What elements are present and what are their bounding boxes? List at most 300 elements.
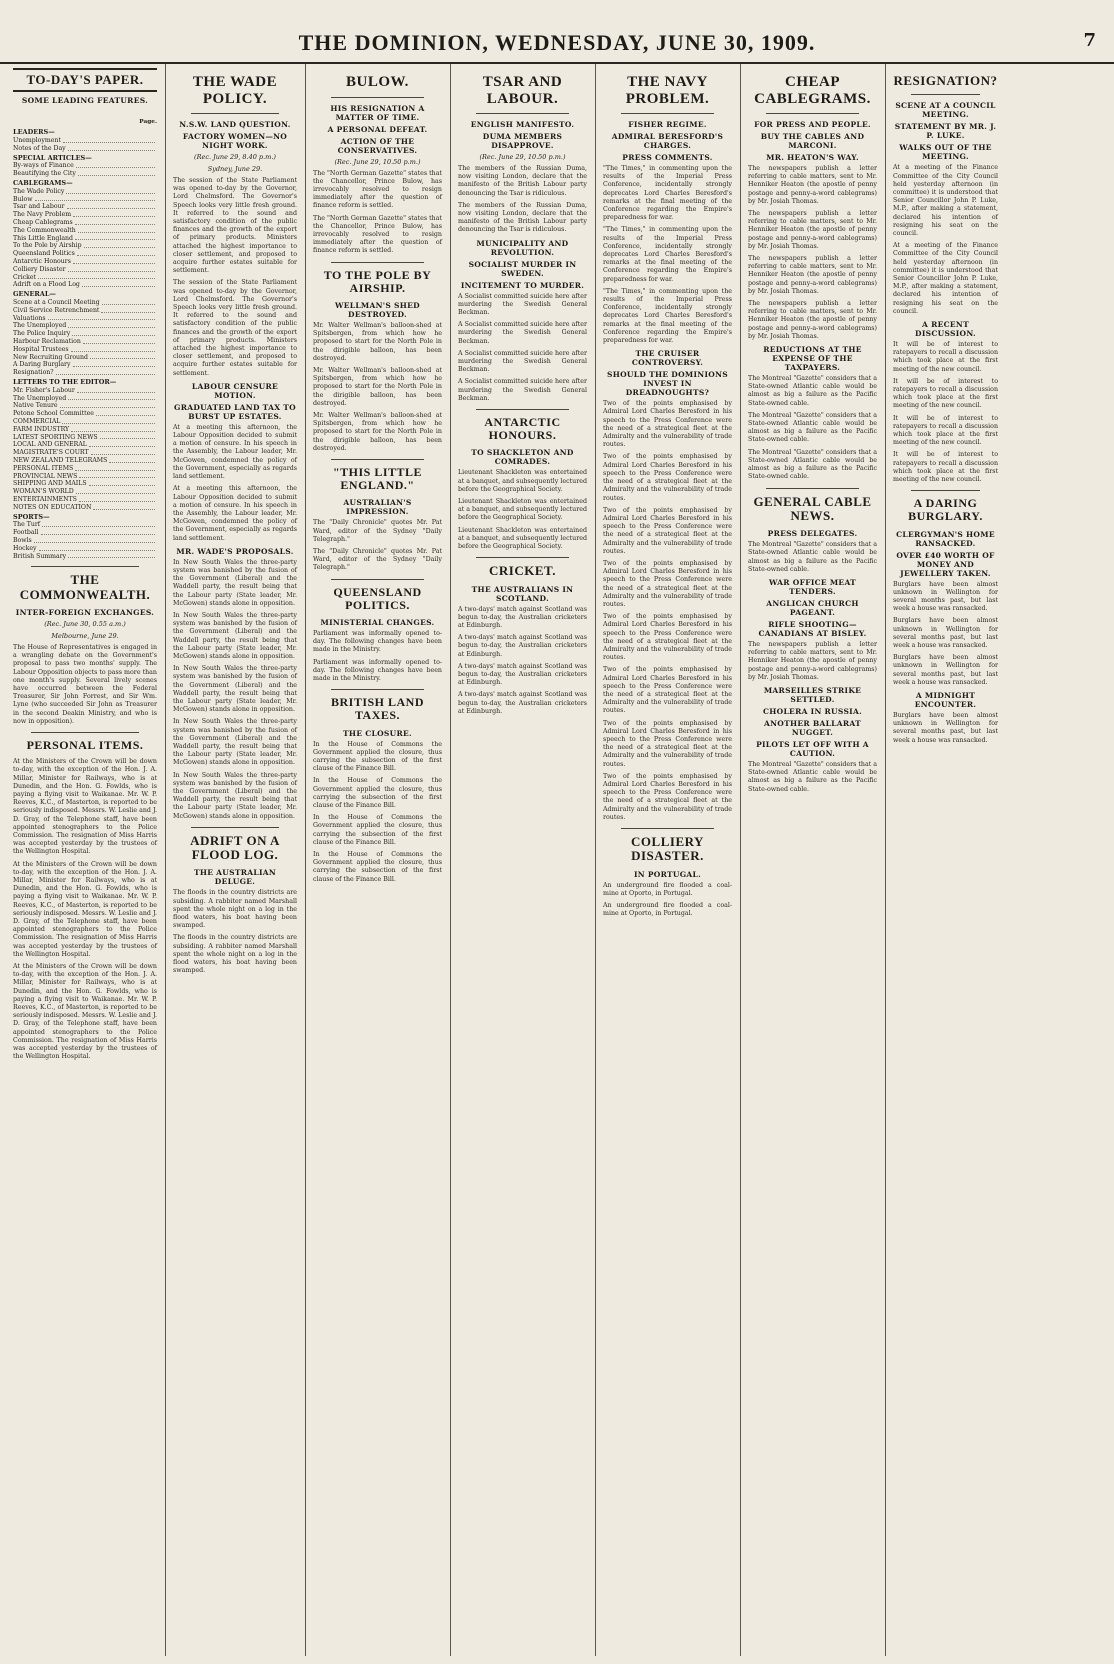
antarctic-subhead: TO SHACKLETON AND COMRADES. [471, 448, 574, 467]
cricket-body-continued-2: A two-days' match against Scotland was begun to-day, the Australian cricketers at Edinburgh. [458, 662, 587, 687]
land-taxes-body: In the House of Commons the Government applied the closure, thus carrying the subsection of the first clause of the Finance Bill. [313, 740, 442, 773]
index-entry-label: A Daring Burglary [13, 361, 71, 369]
divider [331, 689, 424, 690]
rifle-shooting-subhead: RIFLE SHOOTING—CANADIANS AT BISLEY. [758, 619, 867, 638]
cricket-body: A two-days' match against Scotland was begun to-day, the Australian cricketers at Edinburgh. [458, 605, 587, 629]
index-leader-dots [100, 434, 155, 440]
divider [476, 409, 569, 410]
index-leader-dots [35, 196, 155, 202]
wade-proposals-body-continued-3: In New South Wales the three-party system was banished by the fusion of the Government (Liberal) and the Waddell party, the result being that the Labour party (State leader, Mr. McGowen) stands alone in opposition. [173, 718, 297, 767]
cruiser-body-continued-4: Two of the points emphasised by Admiral Lord Charles Beresford in his speech to the Press Conference were the need of a strategical fleet at the Admiralty and the vulnerability of trade routes. [603, 613, 732, 662]
index-leader-dots [68, 322, 155, 328]
midnight-encounter-body: Burglars have been almost unknown in Wellington for several months past, but last week a house was ransacked. [893, 712, 998, 744]
cricket-body-continued: A two-days' match against Scotland was begun to-day, the Australian cricketers at Edinburgh. [458, 634, 587, 658]
index-leader-dots [84, 242, 155, 248]
index-leader-dots [56, 369, 155, 375]
index-entry-label: Harbour Reclamation [13, 338, 81, 346]
column-4 [451, 64, 596, 1656]
index-entry-label: The Wade Policy [13, 187, 65, 195]
burglary-body-continued-2: Burglars have been almost unknown in Wellington for several months past, but last week a house was ransacked. [893, 654, 998, 686]
index-entry [13, 354, 157, 362]
socialist-body-continued: A Socialist committed suicide here after murdering the Swedish General Beckman. [458, 321, 587, 345]
cricket-subhead: THE AUSTRALIANS IN SCOTLAND. [471, 584, 574, 603]
index-entry [13, 170, 157, 178]
index-entry-label: Beautifying the City [13, 170, 76, 178]
wade-proposals-body: In New South Wales the three-party system was banished by the fusion of the Government (Liberal) and the Waddell party, the result being that the Labour party (State leader, Mr. McGowen) stands alone in opposition. [173, 558, 297, 607]
marseilles-subhead: MARSEILLES STRIKE SETTLED. [763, 685, 862, 704]
wade-body: The session of the State Parliament was opened to-day by the Governor, Lord Chelmsford. The Governor's Speech looks very little fresh ground. It referred to the sound and satisfactory condition of the public finances and the growth of the export of primary products. Ministers attached the highest importance to closer settlement, and proposed to acquire further estates suitable for settlement. [173, 177, 297, 275]
index-leader-dots [96, 410, 155, 416]
index-entry [13, 196, 157, 204]
index-entry-label: WOMAN'S WORLD [13, 488, 74, 496]
colliery-subhead: IN PORTUGAL. [633, 869, 702, 879]
index-leader-dots [82, 281, 155, 287]
pilots-body: The Montreal "Gazette" considers that a State-owned Atlantic cable would be almost as big a failure as the Pacific State-owned cable. [748, 760, 877, 793]
recent-discussion-body-continued: It will be of interest to ratepayers to recall a discussion which took place at the first meeting of the new council. [893, 377, 998, 410]
index-entry [13, 235, 157, 243]
index-leader-dots [78, 170, 155, 176]
airship-headline: TO THE POLE BY AIRSHIP. [323, 267, 432, 295]
resignation-body: At a meeting of the Finance Committee of the City Council held yesterday afternoon (in committee) it is understood that Senior Councillor John P. Luke, M.P., after making a statement, declared his intention of resigning his seat on the council. [893, 164, 998, 237]
index-leader-dots [34, 537, 155, 543]
index-entry [13, 441, 157, 449]
newspaper-title: THE DOMINION, WEDNESDAY, JUNE 30, 1909. [298, 30, 816, 55]
cholera-subhead: CHOLERA IN RUSSIA. [763, 706, 862, 716]
index-list [13, 129, 157, 560]
rifle-shooting-body: The newspapers publish a letter referring to cable matters, sent to Mr. Henniker Heaton (the apostle of penny postage and penny-a-word cablegrams) by Mr. Josiah Thomas. [748, 640, 877, 681]
index-entry [13, 504, 157, 512]
index-leader-dots [109, 457, 155, 463]
queensland-body: Parliament was informally opened to-day. The following changes have been made in the Ministry. [313, 629, 442, 654]
index-leader-dots [75, 219, 155, 225]
index-entry-label: By-ways of Finance [13, 162, 74, 170]
reductions-body-continued-2: The Montreal "Gazette" considers that a State-owned Atlantic cable would be almost as big a failure as the Pacific State-owned cable. [748, 448, 877, 481]
reductions-body-continued: The Montreal "Gazette" considers that a State-owned Atlantic cable would be almost as big a failure as the Pacific State-owned cable. [748, 411, 877, 444]
index-entry-label: Petone School Committee [13, 410, 94, 418]
index-entry-label: The Turf [13, 521, 41, 529]
queensland-subhead: MINISTERIAL CHANGES. [320, 617, 435, 627]
navy-subhead-2: ADMIRAL BERESFORD'S CHARGES. [611, 132, 724, 150]
little-england-body: The "Daily Chronicle" quotes Mr. Pat Ward, editor of the Sydney "Daily Telegraph." [313, 519, 442, 543]
index-leader-dots [91, 449, 155, 455]
cruiser-body-continued-7: Two of the points emphasised by Admiral Lord Charles Beresford in his speech to the Press Conference were the need of a strategical fleet at the Admiralty and the vulnerability of trade routes. [603, 772, 732, 821]
index-entry [13, 330, 157, 338]
queensland-body-continued: Parliament was informally opened to-day. The following changes have been made in the Ministry. [313, 658, 442, 682]
burglary-body-continued: Burglars have been almost unknown in Wellington for several months past, but last week a house was ransacked. [893, 617, 998, 649]
midnight-encounter-subhead: A MIDNIGHT ENCOUNTER. [914, 691, 977, 710]
reductions-subhead: REDUCTIONS AT THE EXPENSE OF THE TAXPAYERS. [763, 345, 862, 373]
divider [766, 113, 859, 114]
index-entry-label: Antarctic Honours [13, 258, 71, 266]
index-leader-dots [89, 441, 155, 447]
index-leader-dots [67, 203, 156, 209]
index-leader-dots [78, 227, 155, 233]
index-entry [13, 473, 157, 481]
airship-body-continued: Mr. Walter Wellman's balloon-shed at Spitsbergen, from which how he proposed to start for the North Pole in the dirigible balloon, has been destroyed. [313, 366, 442, 407]
index-entry-label: Resignation? [13, 369, 54, 377]
index-category: LETTERS TO THE EDITOR— [13, 378, 117, 386]
land-taxes-headline: BRITISH LAND TAXES. [330, 695, 425, 723]
reductions-body: The Montreal "Gazette" considers that a State-owned Atlantic cable would be almost as big a failure as the Pacific State-owned cable. [748, 375, 877, 407]
index-entry [13, 480, 157, 488]
antarctic-body-continued: Lieutenant Shackleton was entertained at a banquet, and subsequently lectured before the Geographical Society. [458, 498, 587, 522]
divider [476, 557, 569, 558]
burglary-subhead-1: CLERGYMAN'S HOME RANSACKED. [896, 529, 995, 548]
column-6 [741, 64, 886, 1656]
tsar-labour-headline: TSAR AND LABOUR. [482, 74, 563, 107]
personal-items-body: At the Ministers of the Crown will be down to-day, with the exception of the Hon. J. A. Millar, Minister for Railways, who is at Dunedin, and the Hon. G. Fowlds, who is paying a flying visit to Waikanae. Mr. W. P. Reeves, K.C., of Masterton, is reported to be seriously indisposed. Messrs. W. Leslie and J. D. Gray, of the Telephone staff, have been appointed stenographers to the Police Commission. The resignation of Miss Harris was accepted yesterday by the trustees of the Wellington Hospital. [13, 758, 157, 856]
queensland-headline: QUEENSLAND POLITICS. [333, 584, 422, 612]
column-1 [6, 64, 166, 1656]
index-entry [13, 488, 157, 496]
commonwealth-headline: THE COMMONWEALTH. [19, 572, 151, 602]
index-leader-dots [60, 402, 155, 408]
index-entry-label: COMMERCIAL [13, 417, 61, 425]
index-entry [13, 537, 157, 545]
index-leader-dots [79, 496, 155, 502]
land-tax-subhead: GRADUATED LAND TAX TO BURST UP ESTATES. [174, 402, 296, 421]
press-delegates-subhead: PRESS DELEGATES. [767, 529, 858, 539]
wade-subhead-2: FACTORY WOMEN—NO NIGHT WORK. [182, 132, 288, 150]
index-category: GENERAL— [13, 290, 56, 299]
index-title: TO-DAY'S PAPER. [26, 72, 144, 87]
index-leader-dots [62, 418, 155, 424]
colliery-body-continued: An underground fire flooded a coal-mine at Oporto, in Portugal. [603, 902, 732, 918]
index-category: CABLEGRAMS— [13, 179, 73, 188]
index-leader-dots [93, 504, 155, 510]
index-entry-label: Colliery Disaster [13, 265, 66, 273]
index-entry [13, 137, 157, 145]
index-entry [13, 145, 157, 153]
index-entry [13, 387, 157, 395]
index-entry [13, 242, 157, 250]
divider [621, 113, 714, 114]
airship-subhead: WELLMAN'S SHED DESTROYED. [335, 300, 420, 319]
index-entry [13, 250, 157, 258]
labour-censure-body: At a meeting this afternoon, the Labour Opposition decided to submit a motion of censure. In his speech in the Assembly, the Labour leader, Mr. McGowen, condemned the policy of the Government, especially as regards land settlement. [173, 423, 297, 481]
index-entry-label: The Unemployed [13, 322, 67, 330]
flood-log-body-continued: The floods in the country districts are subsiding. A rabbiter named Marshall spent the whole night on a log in the flood waters, his boat having been swamped. [173, 934, 297, 975]
index-entry-label: NEW ZEALAND TELEGRAMS [13, 456, 108, 464]
index-leader-dots [71, 426, 155, 432]
index-entry [13, 307, 157, 315]
bulow-subhead-2: A PERSONAL DEFEAT. [327, 124, 428, 134]
airship-body-continued-2: Mr. Walter Wellman's balloon-shed at Spitsbergen, from which how he proposed to start for the North Pole in the dirigible balloon, has been destroyed. [313, 411, 442, 452]
divider [621, 828, 714, 829]
personal-items-body-continued-2: At the Ministers of the Crown will be down to-day, with the exception of the Hon. J. A. Millar, Minister for Railways, who is at Dunedin, and the Hon. G. Fowlds, who is paying a flying visit to Waikanae. Mr. W. P. Reeves, K.C., of Masterton, is reported to be seriously indisposed. Messrs. W. Leslie and J. D. Gray, of the Telephone staff, have been appointed stenographers to the Police Commission. The resignation of Miss Harris was accepted yesterday by the trustees of the Wellington Hospital. [13, 963, 157, 1061]
flood-log-headline: ADRIFT ON A FLOOD LOG. [190, 832, 280, 863]
divider [331, 262, 424, 263]
index-entry-label: Scene at a Council Meeting [13, 299, 100, 307]
index-leader-dots [79, 473, 155, 479]
commonwealth-subhead: INTER-FOREIGN EXCHANGES. [15, 607, 155, 617]
resignation-subhead-2: STATEMENT BY MR. J. P. LUKE. [894, 122, 997, 141]
cablegrams-subhead-1: FOR PRESS AND PEOPLE. [754, 120, 871, 129]
wade-body-continued: The session of the State Parliament was opened to-day by the Governor, Lord Chelmsford. The Governor's Speech looks very little fresh ground. It referred to the sound and satisfactory condition of the public finances and the growth of the export of primary products. Ministers attached the highest importance to closer settlement, and proposed to acquire further estates suitable for settlement. [173, 279, 297, 377]
index-subtitle: SOME LEADING FEATURES. [21, 96, 149, 106]
index-leader-dots [71, 346, 155, 352]
index-entry-label: The Unemployed [13, 394, 67, 402]
wade-dateline: (Rec. June 29, 8.40 p.m.) [194, 153, 276, 161]
index-entry-label: Valuations [13, 314, 46, 322]
resignation-body-continued: At a meeting of the Finance Committee of the City Council held yesterday afternoon (in committee) it is understood that Senior Councillor John P. Luke, M.P., after making a statement, declared his intention of resigning his seat on the council. [893, 242, 998, 315]
index-entry [13, 449, 157, 457]
wade-place: Sydney, June 29. [207, 165, 263, 173]
index-entry [13, 457, 157, 465]
cruiser-body-continued-3: Two of the points emphasised by Admiral Lord Charles Beresford in his speech to the Press Conference were the need of a strategical fleet at the Admiralty and the vulnerability of trade routes. [603, 559, 732, 608]
divider [31, 732, 139, 733]
bulow-headline: BULOW. [346, 74, 409, 90]
index-entry-label: NOTES ON EDUCATION [13, 503, 92, 511]
index-leader-dots [42, 521, 155, 527]
divider [766, 488, 859, 489]
commonwealth-dateline: (Rec. June 30, 0.55 a.m.) [44, 619, 126, 628]
index-entry [13, 395, 157, 403]
meat-tenders-subhead: WAR OFFICE MEAT TENDERS. [768, 577, 857, 596]
antarctic-body-continued-2: Lieutenant Shackleton was entertained at a banquet, and subsequently lectured before the Geographical Society. [458, 526, 587, 551]
wade-policy-headline: THE WADE POLICY. [192, 74, 278, 107]
index-entry-label: PERSONAL ITEMS [13, 464, 74, 472]
resignation-subhead-1: SCENE AT A COUNCIL MEETING. [895, 101, 996, 120]
index-entry-label: MAGISTRATE'S COURT [13, 449, 89, 457]
index-leader-dots [73, 361, 155, 367]
land-taxes-subhead: THE CLOSURE. [343, 728, 412, 738]
cablegrams-body-continued: The newspapers publish a letter referring to cable matters, sent to Mr. Henniker Heaton (the apostle of penny postage and penny-a-word cablegrams) by Mr. Josiah Thomas. [748, 210, 877, 250]
index-entry-label: New Recruiting Ground [13, 353, 88, 361]
index-entry-label: To the Pole by Airship [13, 242, 82, 250]
index-entry [13, 266, 157, 274]
index-entry-label: The Police Inquiry [13, 330, 71, 338]
burglary-body: Burglars have been almost unknown in Wellington for several months past, but last week a house was ransacked. [893, 580, 998, 613]
index-page-label: Page. [139, 119, 157, 126]
index-category: SPORTS— [13, 512, 50, 521]
index-leader-dots [76, 162, 155, 168]
divider [331, 579, 424, 580]
recent-discussion-body-continued-2: It will be of interest to ratepayers to recall a discussion which took place at the first meeting of the new council. [893, 414, 998, 447]
tsar-body-continued: The members of the Russian Duma, now visiting London, declare that the manifesto of the British Labour party denouncing the Tsar is ridiculous. [458, 201, 587, 234]
navy-subhead-3: PRESS COMMENTS. [622, 153, 713, 162]
index-entry [13, 553, 157, 561]
index-entry-label: Cricket [13, 273, 37, 281]
dreadnoughts-subhead: SHOULD THE DOMINIONS INVEST IN DREADNOUGHTS? [607, 370, 728, 398]
navy-body: "The Times," in commenting upon the results of the Imperial Press Conference, incidentally strongly deprecates Lord Charles Beresford's remarks at the final meeting of the Conference regarding the Empire's preparedness for war. [603, 165, 732, 222]
index-category: LEADERS— [13, 128, 55, 137]
index-leader-dots [68, 145, 155, 151]
masthead [0, 0, 1114, 64]
index-leader-dots [72, 330, 155, 336]
index-leader-dots [66, 188, 155, 194]
wade-proposals-body-continued-2: In New South Wales the three-party system was banished by the fusion of the Government (Liberal) and the Waddell party, the result being that the Labour party (State leader, Mr. McGowen) stands alone in opposition. [173, 665, 297, 714]
index-entry [13, 545, 157, 553]
land-taxes-body-continued-3: In the House of Commons the Government applied the closure, thus carrying the subsection of the first clause of the Finance Bill. [313, 850, 442, 883]
index-entry-label: Adrift on a Flood Log [13, 281, 80, 289]
index-entry-label: Bowls [13, 536, 32, 544]
index-entry [13, 274, 157, 282]
index-leader-dots [77, 250, 155, 256]
index-entry-label: Hospital Trustees [13, 345, 69, 353]
index-leader-dots [38, 274, 155, 280]
socialist-body-continued-2: A Socialist committed suicide here after murdering the Swedish General Beckman. [458, 349, 587, 374]
cruiser-body-continued-6: Two of the points emphasised by Admiral Lord Charles Beresford in his speech to the Press Conference were the need of a strategical fleet at the Admiralty and the vulnerability of trade routes. [603, 719, 732, 768]
index-leader-dots [68, 395, 155, 401]
bulow-subhead-3: ACTION OF THE CONSERVATIVES. [337, 136, 418, 155]
divider [911, 94, 980, 95]
labour-censure-body-continued: At a meeting this afternoon, the Labour Opposition decided to submit a motion of censure. In his speech in the Assembly, the Labour leader, Mr. McGowen, condemned the policy of the Government, especially as regards land settlement. [173, 485, 297, 542]
index-entry [13, 434, 157, 442]
divider [31, 566, 139, 567]
index-entry [13, 418, 157, 426]
little-england-body-continued: The "Daily Chronicle" quotes Mr. Pat Ward, editor of the Sydney "Daily Telegraph." [313, 547, 442, 572]
index-leader-dots [89, 480, 155, 486]
column-3 [306, 64, 451, 1656]
page-columns [6, 64, 1106, 1656]
index-entry-label: LATEST SPORTING NEWS [13, 433, 98, 441]
index-entry-label: The Navy Problem [13, 211, 72, 219]
wade-proposals-subhead: MR. WADE'S PROPOSALS. [176, 546, 294, 556]
index-entry [13, 402, 157, 410]
index-entry [13, 203, 157, 211]
index-page-label-row [13, 108, 157, 127]
page-number: 7 [1083, 30, 1096, 51]
cruiser-body-continued: Two of the points emphasised by Admiral Lord Charles Beresford in his speech to the Press Conference were the need of a strategical fleet at the Admiralty and the vulnerability of trade routes. [603, 453, 732, 502]
index-leader-dots [68, 266, 155, 272]
index-entry [13, 338, 157, 346]
index-entry [13, 227, 157, 235]
colliery-body: An underground fire flooded a coal-mine at Oporto, in Portugal. [603, 881, 732, 897]
column-7 [886, 64, 1006, 1656]
index-entry-label: ENTERTAINMENTS [13, 495, 77, 503]
cricket-body-continued-3: A two-days' match against Scotland was begun to-day, the Australian cricketers at Edinburgh. [458, 691, 587, 715]
index-leader-dots [39, 545, 156, 551]
index-entry [13, 346, 157, 354]
index-entry-label: Tsar and Labour [13, 203, 65, 211]
index-entry [13, 529, 157, 537]
cricket-headline: CRICKET. [489, 563, 556, 579]
index-entry [13, 299, 157, 307]
antarctic-body: Lieutenant Shackleton was entertained at a banquet, and subsequently lectured before the Geographical Society. [458, 469, 587, 493]
flood-log-body: The floods in the country districts are subsiding. A rabbiter named Marshall spent the whole night on a log in the flood waters, his boat having been swamped. [173, 889, 297, 930]
index-entry-label: PROVINCIAL NEWS [13, 472, 78, 480]
index-entry-label: British Summary [13, 552, 67, 560]
index-entry-label: This Little England [13, 234, 73, 242]
index-entry [13, 219, 157, 227]
pilots-subhead: PILOTS LET OFF WITH A CAUTION. [756, 739, 869, 758]
index-entry-label: Unemployment [13, 137, 61, 145]
wade-subhead-1: N.S.W. LAND QUESTION. [179, 120, 291, 129]
tsar-dateline: (Rec. June 29, 10.50 p.m.) [479, 153, 566, 161]
index-leader-dots [90, 354, 155, 360]
navy-body-continued-2: "The Times," in commenting upon the results of the Imperial Press Conference, incidentally strongly deprecates Lord Charles Beresford's remarks at the final meeting of the Conference regarding the Empire's preparedness for war. [603, 287, 732, 345]
index-entry-label: Bulow [13, 195, 33, 203]
index-leader-dots [75, 465, 155, 471]
bulow-body: The "North German Gazette" states that the Chancellor, Prince Bulow, has irrevocably resolved to resign immediately after the question of finance reform is settled. [313, 169, 442, 210]
flood-log-subhead: THE AUSTRALIAN DELUGE. [193, 868, 277, 887]
wade-proposals-body-continued: In New South Wales the three-party system was banished by the fusion of the Government (Liberal) and the Waddell party, the result being that the Labour party (State leader, Mr. McGowen) stands alone in opposition. [173, 611, 297, 660]
cruiser-body-continued-5: Two of the points emphasised by Admiral Lord Charles Beresford in his speech to the Press Conference were the need of a strategical fleet at the Admiralty and the vulnerability of trade routes. [603, 666, 732, 715]
index-entry [13, 188, 157, 196]
resignation-headline: RESIGNATION? [893, 73, 998, 88]
press-delegates-body: The Montreal "Gazette" considers that a State-owned Atlantic cable would be almost as big a failure as the Pacific State-owned cable. [748, 541, 877, 573]
tsar-body: The members of the Russian Duma, now visiting London, declare that the manifesto of the British Labour party denouncing the Tsar is ridiculous. [458, 165, 587, 197]
navy-problem-headline: THE NAVY PROBLEM. [625, 74, 710, 107]
cruiser-body-continued-2: Two of the points emphasised by Admiral Lord Charles Beresford in his speech to the Press Conference were the need of a strategical fleet at the Admiralty and the vulnerability of trade routes. [603, 506, 732, 555]
antarctic-headline: ANTARCTIC HONOURS. [484, 415, 561, 443]
recent-discussion-subhead: A RECENT DISCUSSION. [915, 319, 976, 338]
cheap-cablegrams-headline: CHEAP CABLEGRAMS. [754, 74, 871, 107]
index-leader-dots [75, 235, 155, 241]
cablegrams-body: The newspapers publish a letter referring to cable matters, sent to Mr. Henniker Heaton (the apostle of penny postage and penny-a-word cablegrams) by Mr. Josiah Thomas. [748, 165, 877, 205]
divider [191, 113, 279, 114]
index-entry-label: Civil Service Retrenchment [13, 306, 100, 314]
index-entry [13, 322, 157, 330]
commonwealth-body: The House of Representatives is engaged in a wrangling debate on the Government's proposal to pass two months' supply. The Labour Opposition objects to pass more than one month's supply. Several lively scenes have occurred between the Federal Treasurer, Sir John Forrest, and Sir Wm. Lyne (who succeeded Sir John as Treasurer in the second Deakin Ministry, and who is now in opposition). [13, 643, 157, 725]
index-entry [13, 281, 157, 289]
index-leader-dots [41, 529, 156, 535]
index-entry-label: Native Tenure [13, 402, 58, 410]
general-cable-news-headline: GENERAL CABLE NEWS. [753, 493, 872, 523]
ballarat-nugget-subhead: ANOTHER BALLARAT NUGGET. [764, 718, 861, 737]
airship-body: Mr. Walter Wellman's balloon-shed at Spitsbergen, from which how he proposed to start for the North Pole in the dirigible balloon, has been destroyed. [313, 321, 442, 362]
column-5 [596, 64, 741, 1656]
wade-proposals-body-continued-4: In New South Wales the three-party system was banished by the fusion of the Government (Liberal) and the Waddell party, the result being that the Labour party (State leader, Mr. McGowen) stands alone in opposition. [173, 771, 297, 820]
cruiser-subhead: THE CRUISER CONTROVERSY. [631, 349, 704, 368]
tsar-subhead-1: ENGLISH MANIFESTO. [470, 120, 575, 129]
labour-censure-subhead: LABOUR CENSURE MOTION. [191, 381, 279, 400]
index-leader-dots [102, 299, 155, 305]
cablegrams-body-continued-3: The newspapers publish a letter referring to cable matters, sent to Mr. Henniker Heaton (the apostle of penny postage and penny-a-word cablegrams) by Mr. Josiah Thomas. [748, 300, 877, 340]
resignation-subhead-3: WALKS OUT OF THE MEETING. [899, 143, 992, 162]
divider [331, 459, 424, 460]
cablegrams-body-continued-2: The newspapers publish a letter referring to cable matters, sent to Mr. Henniker Heaton (the apostle of penny postage and penny-a-word cablegrams) by Mr. Josiah Thomas. [748, 255, 877, 295]
bulow-subhead-1: HIS RESIGNATION A MATTER OF TIME. [330, 103, 425, 122]
personal-items-body-continued: At the Ministers of the Crown will be down to-day, with the exception of the Hon. J. A. Millar, Minister for Railways, who is at Dunedin, and the Hon. G. Fowlds, who is paying a flying visit to Waikanae. Mr. W. P. Reeves, K.C., of Masterton, is reported to be seriously indisposed. Messrs. W. Leslie and J. D. Gray, of the Telephone staff, have been appointed stenographers to the Police Commission. The resignation of Miss Harris was accepted yesterday by the trustees of the Wellington Hospital. [13, 860, 157, 958]
index-entry [13, 258, 157, 266]
land-taxes-body-continued: In the House of Commons the Government applied the closure, thus carrying the subsection of the first clause of the Finance Bill. [313, 777, 442, 809]
divider [191, 827, 279, 828]
index-entry [13, 211, 157, 219]
cruiser-body: Two of the points emphasised by Admiral Lord Charles Beresford in his speech to the Press Conference were the need of a strategical fleet at the Admiralty and the vulnerability of trade routes. [603, 400, 732, 449]
incitement-subhead: INCITEMENT TO MURDER. [460, 280, 585, 290]
index-entry [13, 521, 157, 529]
index-entry [13, 162, 157, 170]
index-entry [13, 315, 157, 323]
index-entry [13, 426, 157, 434]
index-entry-label: Hockey [13, 544, 37, 552]
divider [476, 113, 569, 114]
column-2 [166, 64, 306, 1656]
index-leader-dots [63, 137, 155, 143]
index-category: SPECIAL ARTICLES— [13, 153, 92, 162]
index-entry-label: FARM INDUSTRY [13, 425, 70, 433]
index-leader-dots [73, 211, 155, 217]
little-england-subhead: AUSTRALIAN'S IMPRESSION. [343, 498, 412, 517]
divider [911, 490, 980, 491]
recent-discussion-body-continued-3: It will be of interest to ratepayers to recall a discussion which took place at the first meeting of the new council. [893, 451, 998, 483]
cablegrams-subhead-2: BUY THE CABLES AND MARCONI. [760, 132, 865, 150]
socialist-murder-subhead: SOCIALIST MURDER IN SWEDEN. [468, 259, 577, 278]
index-header [13, 68, 157, 92]
index-entry [13, 361, 157, 369]
index-leader-dots [77, 387, 155, 393]
index-entry-label: The Commonwealth [13, 226, 76, 234]
commonwealth-place: Melbourne, June 29. [51, 631, 119, 640]
index-leader-dots [101, 307, 155, 313]
socialist-body-continued-3: A Socialist committed suicide here after murdering the Swedish General Beckman. [458, 378, 587, 402]
recent-discussion-body: It will be of interest to ratepayers to recall a discussion which took place at the first meeting of the new council. [893, 340, 998, 373]
index-leader-dots [68, 553, 155, 559]
index-leader-dots [73, 258, 155, 264]
socialist-body: A Socialist committed suicide here after murdering the Swedish General Beckman. [458, 292, 587, 317]
